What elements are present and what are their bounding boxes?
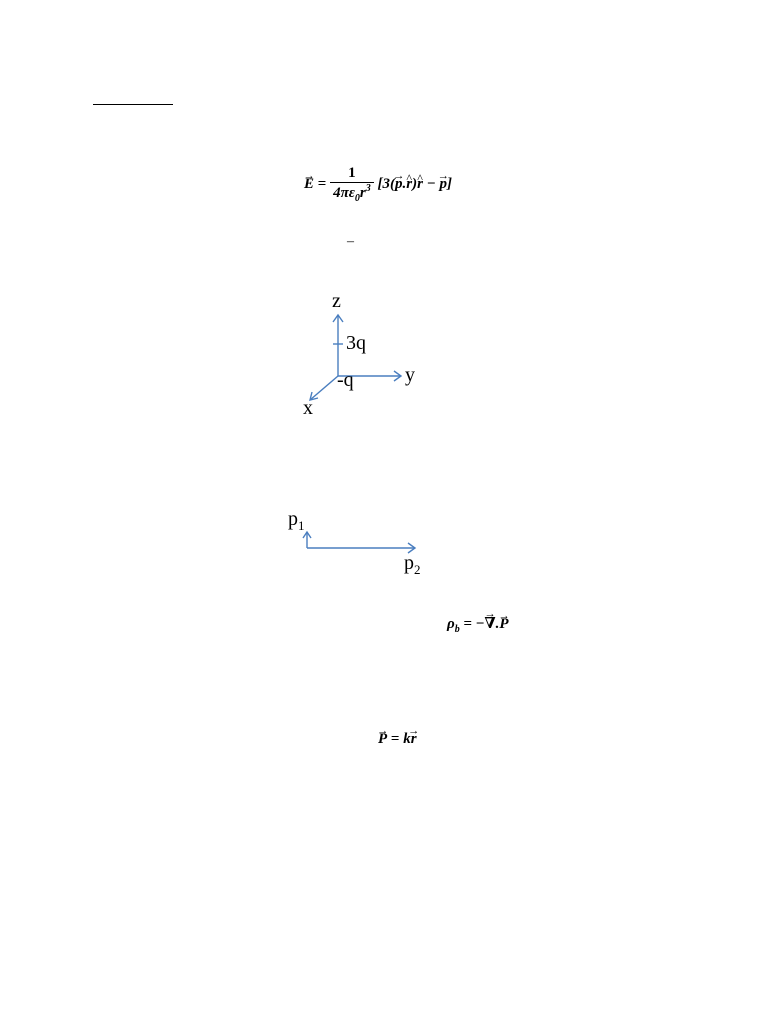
charge-minus-q-label: -q bbox=[337, 369, 354, 391]
x-axis-label: x bbox=[303, 397, 313, 419]
fraction: $\frac{1}{4\pi\varepsilon_0r^3}$ bbox=[330, 165, 374, 204]
p2-label: $p_2$ bbox=[404, 552, 421, 577]
x-axis-line bbox=[310, 376, 338, 400]
z-axis-label: z bbox=[332, 290, 341, 312]
p1-label: $p_1$ bbox=[288, 508, 305, 533]
E-vector: → E bbox=[304, 176, 314, 193]
charge-3q-label: 3q bbox=[346, 332, 366, 354]
stray-dash: – bbox=[347, 234, 354, 249]
polarization-equation: → P = k→ r bbox=[378, 731, 417, 748]
electric-field-equation: → E = $\frac{1}{4\pi\varepsilon_0r^3}$ [3(→ p.^ r)^ r − → p] bbox=[304, 165, 452, 204]
y-axis-label: y bbox=[405, 364, 415, 386]
bound-charge-equation: $\rho_b$ = −→ ∇.→ P bbox=[447, 614, 509, 635]
header-rule bbox=[93, 104, 173, 105]
